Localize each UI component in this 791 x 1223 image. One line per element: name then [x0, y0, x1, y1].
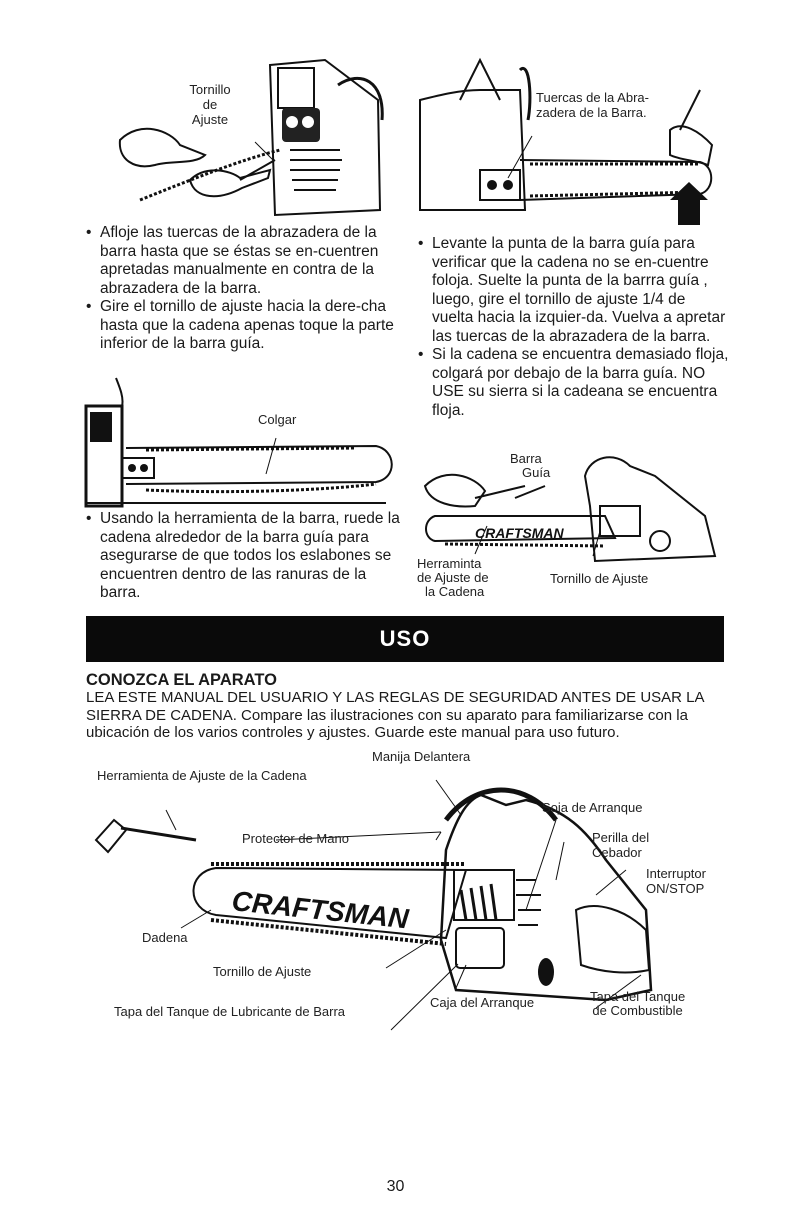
fig2-label [536, 90, 649, 120]
section-band-uso: USO [86, 616, 724, 662]
chainsaw-adjust-illustration [110, 60, 390, 220]
section-heading: CONOZCA EL APARATO [86, 671, 277, 689]
label-tapa-combustible [590, 990, 685, 1018]
right-bullet-list [418, 235, 730, 420]
fig4-label-line: la Cadena [425, 584, 485, 599]
fig4-label-line: de Ajuste de [417, 570, 489, 585]
label-caja-arranque: Caja del Arranque [430, 995, 535, 1010]
fig1-label-line: Tornillo [189, 82, 231, 97]
list-item: • Usando la herramienta de la barra, ruede la cadena alrededor de la barra guía para asegurarse de que todos los eslabones se encuentren dentro de las ranuras de la barra. [86, 510, 408, 603]
fig1-label-line: Ajuste [191, 112, 229, 127]
label-cadena: Dadena [142, 930, 188, 945]
label-tornillo-ajuste: Tornillo de Ajuste [213, 964, 312, 979]
label-herramienta-ajuste: Herramienta de Ajuste de la Cadena [97, 768, 307, 783]
fig3-label-colgar: Colgar [258, 412, 297, 427]
fig4-label-herramienta [417, 557, 489, 599]
diagram-label-line: Interruptor [646, 866, 706, 881]
section-paragraph: LEA ESTE MANUAL DEL USUARIO Y LAS REGLAS DE SEGURIDAD ANTES DE USAR LA SIERRA DE CADENA. Compare las ilustraciones con su aparato para familiarizarse con la ubicación de los varios controles y ajustes. Guarde este manual para uso futuro. [86, 689, 704, 741]
label-soja-arranque: Soja de Arranque [542, 800, 643, 815]
label-protector-mano: Protector de Mano [242, 831, 349, 846]
guide-bar-sag-illustration [86, 378, 406, 508]
fig4-label-line: Herraminta [417, 556, 482, 571]
label-interruptor [646, 866, 706, 896]
fig4-label-tornillo: Tornillo de Ajuste [550, 571, 649, 586]
diagram-label-line: ON/STOP [646, 881, 705, 896]
bar-brand-text: CRAFTSMAN [230, 885, 410, 935]
diagram-label-line: Cebador [592, 845, 642, 860]
fig1-label [180, 82, 240, 127]
left-bullet-list-b [86, 510, 408, 603]
list-item: • Gire el tornillo de ajuste hacia la dere-cha hasta que la cadena apenas toque la parte inferior de la barra guía. [86, 298, 408, 354]
list-item: • Afloje las tuercas de la abrazadera de la barra hasta que se éstas se en-cuentren apretadas manualmente en contra de la abrazadera de la barra. [86, 224, 408, 298]
fig1-label-line: de [202, 97, 218, 112]
diagram-label-line: Tapa del Tanque [590, 989, 686, 1004]
label-tapa-lubricante: Tapa del Tanque de Lubricante de Barra [114, 1004, 346, 1019]
list-item: • Levante la punta de la barra guía para verificar que la cadena no se en-cuentre foloja. Suelte la punta de la barrra guía , luego, gire el tornillo de ajuste 1/4 de vuelta hacia la izquier-da. Vuelva a apretar las tuercas de la abrazadera de la barra. [418, 235, 730, 346]
label-manija-delantera: Manija Delantera [372, 749, 471, 764]
fig2-label-line: zadera de la Barra. [536, 105, 647, 120]
bar-nuts-illustration [420, 60, 725, 225]
fig2-label-line: Tuercas de la Abra- [536, 90, 649, 105]
fig4-label-barra [510, 452, 550, 480]
label-perilla-cebador [592, 830, 649, 860]
fig4-brand-text: CRAFTSMAN [475, 525, 564, 541]
diagram-label-line: de Combustible [592, 1003, 683, 1018]
left-bullet-list-a [86, 224, 408, 354]
fig4-label-line: Guía [522, 465, 551, 480]
list-item: • Si la cadena se encuentra demasiado floja, colgará por debajo de la barra guía. NO USE su sierra si la cadeana se encuentra floja. [418, 346, 730, 420]
page-number: 30 [386, 1178, 405, 1195]
diagram-label-line: Perilla del [592, 830, 650, 845]
chain-tool-illustration [415, 446, 725, 566]
fig4-label-line: Barra [510, 451, 542, 466]
